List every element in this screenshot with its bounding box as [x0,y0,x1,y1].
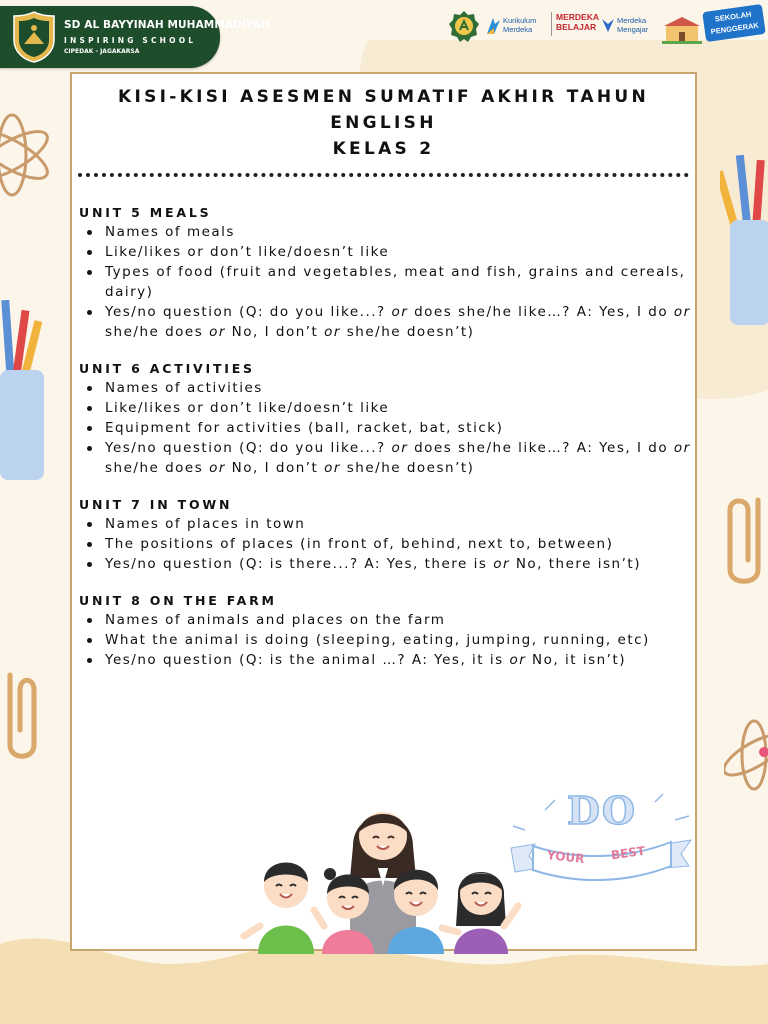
bullet-text: The positions of places (in front of, behind, next to, between) [105,536,614,552]
unit-section [79,592,691,670]
atom-icon [724,710,768,800]
bullet-text: No, I don’t [225,324,325,340]
partner-logos: Kurikulum Merdeka MERDEKA BELAJAR Merdeka Mengajar SEKOLAH PENGGERAK [448,8,764,50]
school-name: SD AL BAYYINAH MUHAMMADIYAH [64,19,270,31]
atom-icon [0,100,52,210]
child-figure [244,863,314,955]
bullet-text: Yes/no question (Q: is the animal …? A: Yes, it is [105,652,510,668]
italic-or: or [391,440,409,456]
dotted-divider [78,173,689,177]
school-header-badge [0,6,270,68]
italic-or: or [509,652,527,668]
bullet-item [79,378,691,398]
bullet-text: Types of food (fruit and vegetables, meat and fish, grains and cereals, dairy) [105,264,686,300]
bullet-text: Like/likes or don’t like/doesn’t like [105,244,390,260]
bullet-item [79,514,691,534]
bullet-text: Names of activities [105,380,263,396]
bullet-text: What the animal is doing (sleeping, eating, jumping, running, etc) [105,632,650,648]
bullet-text: she/he does [105,324,210,340]
bullet-item [79,610,691,630]
banner-right-text: BEST [610,843,646,863]
bullet-item [79,398,691,418]
unit-section [79,496,691,574]
italic-or: or [673,304,691,320]
bullet-text: No, there isn’t) [510,556,641,572]
italic-or: or [673,440,691,456]
unit-bullet-list [79,514,691,574]
document-title [72,84,695,162]
italic-or: or [209,324,226,340]
do-your-best-banner [505,790,695,890]
bullet-text: Like/likes or don’t like/doesn’t like [105,400,390,416]
paperclip-icon [718,490,768,590]
bullet-text: Yes/no question (Q: is there...? A: Yes, there is [105,556,494,572]
bullet-item [79,242,691,262]
merdeka-mengajar-icon [601,16,615,34]
bullet-item [79,262,691,302]
teacher-children-illustration [238,786,538,954]
unit-title: UNIT 5 MEALS [79,205,212,220]
italic-or: or [391,304,409,320]
paperclip-icon [0,665,40,765]
unit-bullet-list [79,378,691,478]
bullet-item [79,650,691,670]
bullet-text: she/he doesn’t) [340,460,475,476]
bullet-text: Names of places in town [105,516,306,532]
title-line: KELAS 2 [332,139,435,159]
italic-or: or [324,324,341,340]
sekolah-penggerak-logo: SEKOLAH PENGGERAK [702,4,766,42]
banner-big-text: DO [566,788,638,833]
kurikulum-merdeka-icon [485,16,501,36]
bullet-text: No, I don’t [225,460,325,476]
bullet-text: does she/he like…? A: Yes, I do [408,440,674,456]
school-logo-icon [12,10,56,64]
bullet-text: she/he does [105,460,210,476]
bullet-text: No, it isn’t) [526,652,627,668]
unit-title: UNIT 6 ACTIVITIES [79,361,255,376]
bullet-item [79,534,691,554]
school-location: CIPEDAK - JAGAKARSA [64,48,140,55]
bullet-item [79,302,691,342]
pencil-cup-icon [720,150,768,330]
bullet-text: Equipment for activities (ball, racket, bat, stick) [105,420,504,436]
unit-bullet-list [79,222,691,342]
units-list [79,204,691,688]
title-line: ENGLISH [330,113,437,133]
bullet-text: Yes/no question (Q: do you like...? [105,440,392,456]
unit-bullet-list [79,610,691,670]
muhammadiyah-seal-icon [448,10,480,44]
school-building-icon [662,14,702,44]
bullet-text: Yes/no question (Q: do you like...? [105,304,392,320]
pencil-cup-icon [0,300,46,485]
banner-left-text: YOUR [546,848,586,866]
bullet-text: she/he doesn’t) [340,324,475,340]
italic-or: or [324,460,341,476]
bullet-item [79,418,691,438]
italic-or: or [493,556,511,572]
unit-title: UNIT 7 IN TOWN [79,497,233,512]
italic-or: or [209,460,226,476]
bullet-item [79,554,691,574]
merdeka-belajar-logo: MERDEKA BELAJAR [551,12,600,36]
title-line: KISI-KISI ASESMEN SUMATIF AKHIR TAHUN [118,87,649,107]
bullet-item [79,630,691,650]
bullet-item [79,222,691,242]
unit-section [79,204,691,342]
bullet-item [79,438,691,478]
unit-section [79,360,691,478]
bullet-text: Names of meals [105,224,235,240]
bullet-text: does she/he like…? A: Yes, I do [408,304,674,320]
unit-title: UNIT 8 ON THE FARM [79,593,277,608]
bullet-text: Names of animals and places on the farm [105,612,446,628]
school-tagline: INSPIRING SCHOOL [64,36,197,45]
